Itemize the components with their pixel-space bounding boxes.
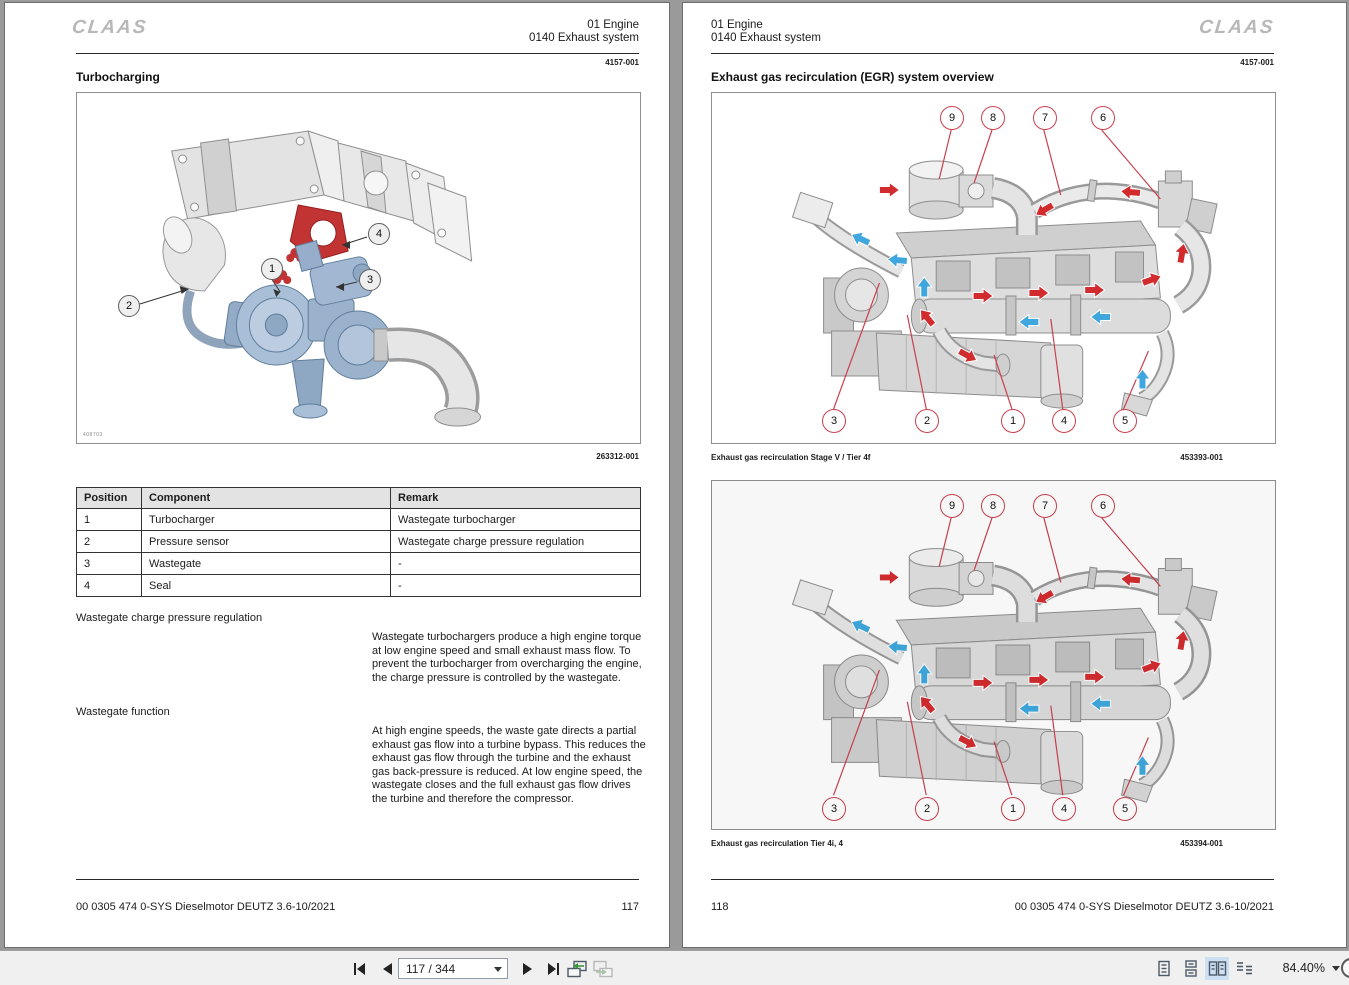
callout-9: 9 bbox=[940, 494, 964, 518]
egr-diagram bbox=[712, 481, 1275, 829]
footer-doc-id: 00 0305 474 0-SYS Dieselmotor DEUTZ 3.6-10/2021 bbox=[76, 901, 336, 913]
page-number-combobox[interactable] bbox=[398, 958, 508, 979]
facing-view-icon bbox=[1208, 960, 1227, 977]
page-title: Turbocharging bbox=[76, 70, 160, 84]
turbocharger-figure bbox=[76, 92, 641, 444]
first-page-button[interactable] bbox=[347, 957, 371, 980]
table-row: 1 Turbocharger Wastegate turbocharger bbox=[77, 509, 641, 531]
previous-page-button[interactable] bbox=[375, 957, 399, 980]
page-number-input[interactable] bbox=[399, 959, 491, 978]
zoom-out-button[interactable] bbox=[1341, 958, 1349, 978]
callout-3: 3 bbox=[822, 409, 846, 433]
single-page-view-button[interactable] bbox=[1152, 957, 1176, 980]
col-position: Position bbox=[77, 488, 142, 509]
callout-1: 1 bbox=[1001, 797, 1025, 821]
page-header bbox=[711, 19, 821, 45]
facing-continuous-view-icon bbox=[1235, 960, 1254, 977]
doc-code: 4157-001 bbox=[1240, 58, 1274, 67]
callout-4: 4 bbox=[1052, 797, 1076, 821]
last-page-button[interactable] bbox=[541, 957, 565, 980]
previous-view-icon bbox=[566, 960, 588, 978]
footer-page-number: 118 bbox=[711, 901, 729, 913]
footer-rule bbox=[76, 879, 639, 880]
last-page-icon bbox=[546, 962, 561, 976]
figure-caption: Exhaust gas recirculation Stage V / Tier 4f bbox=[711, 453, 871, 462]
doc-code: 4157-001 bbox=[605, 58, 639, 67]
footer-page-number: 117 bbox=[621, 901, 639, 913]
next-view-icon bbox=[592, 960, 614, 978]
egr-figure-stage-v bbox=[711, 92, 1276, 444]
egr-figure-tier-4i bbox=[711, 480, 1276, 830]
page-header bbox=[529, 19, 639, 45]
figure-internal-code: 408703 bbox=[83, 432, 103, 438]
col-remark: Remark bbox=[391, 488, 641, 509]
table-row: 3 Wastegate - bbox=[77, 553, 641, 575]
footer-rule bbox=[711, 879, 1274, 880]
table-header-row bbox=[77, 488, 641, 509]
section-label: Wastegate function bbox=[76, 706, 170, 718]
next-page-button[interactable] bbox=[516, 957, 540, 980]
previous-page-icon bbox=[381, 962, 393, 976]
header-subsection: 0140 Exhaust system bbox=[529, 32, 639, 44]
facing-view-button[interactable] bbox=[1205, 957, 1229, 980]
header-rule bbox=[711, 53, 1274, 54]
continuous-view-icon bbox=[1182, 960, 1200, 977]
zoom-level-value[interactable]: 84.40% bbox=[1282, 961, 1325, 975]
zoom-dropdown-chevron-icon[interactable] bbox=[1332, 966, 1340, 971]
viewer-toolbar bbox=[0, 950, 1349, 985]
components-table bbox=[76, 487, 641, 597]
callout-3: 3 bbox=[822, 797, 846, 821]
facing-continuous-view-button[interactable] bbox=[1232, 957, 1256, 980]
turbocharger-diagram bbox=[77, 93, 640, 443]
figure-ref: 453394-001 bbox=[1180, 839, 1223, 848]
claas-logo: CLAAS bbox=[1197, 17, 1276, 38]
callout-4: 4 bbox=[1052, 409, 1076, 433]
callout-9: 9 bbox=[940, 106, 964, 130]
header-rule bbox=[76, 53, 639, 54]
claas-logo: CLAAS bbox=[70, 17, 149, 38]
figure-ref: 263312-001 bbox=[596, 452, 639, 461]
callout-2: 2 bbox=[915, 409, 939, 433]
table-row: 4 Seal - bbox=[77, 575, 641, 597]
callout-8: 8 bbox=[981, 106, 1005, 130]
previous-view-button[interactable] bbox=[565, 957, 589, 980]
egr-diagram bbox=[712, 93, 1275, 443]
figure-caption: Exhaust gas recirculation Tier 4i, 4 bbox=[711, 839, 843, 848]
col-component: Component bbox=[142, 488, 391, 509]
callout-6: 6 bbox=[1091, 106, 1115, 130]
callout-5: 5 bbox=[1113, 797, 1137, 821]
footer-doc-id: 00 0305 474 0-SYS Dieselmotor DEUTZ 3.6-10/2021 bbox=[1014, 901, 1274, 913]
header-section: 01 Engine bbox=[711, 19, 763, 31]
section-label: Wastegate charge pressure regulation bbox=[76, 612, 263, 624]
continuous-view-button[interactable] bbox=[1179, 957, 1203, 980]
page-title: Exhaust gas recirculation (EGR) system overview bbox=[711, 70, 994, 84]
callout-1: 1 bbox=[1001, 409, 1025, 433]
callout-4: 4 bbox=[368, 223, 390, 245]
section-text: At high engine speeds, the waste gate directs a partial exhaust gas flow into a turbine bypass. This reduces the exhaust gas flow through the turbine and the exhaust gas back-pressure is reduced. At low engine speed, the wastegate closes and the full exhaust gas flow drives the turbine and therefore the compressor. bbox=[372, 725, 646, 805]
callout-7: 7 bbox=[1033, 494, 1057, 518]
callout-7: 7 bbox=[1033, 106, 1057, 130]
left-page bbox=[4, 2, 670, 948]
figure-ref: 453393-001 bbox=[1180, 453, 1223, 462]
callout-1: 1 bbox=[261, 258, 283, 280]
first-page-icon bbox=[352, 962, 367, 976]
right-page bbox=[682, 2, 1347, 948]
callout-2: 2 bbox=[915, 797, 939, 821]
next-page-icon bbox=[522, 962, 534, 976]
callout-5: 5 bbox=[1113, 409, 1137, 433]
callout-3: 3 bbox=[359, 269, 381, 291]
header-section: 01 Engine bbox=[587, 19, 639, 31]
section-text: Wastegate turbochargers produce a high engine torque at low engine speed and small exhaust mass flow. To prevent the turbocharger from overcharging the engine, the charge pressure is controlled by the wastegate. bbox=[372, 631, 642, 684]
next-view-button[interactable] bbox=[591, 957, 615, 980]
single-page-view-icon bbox=[1155, 960, 1173, 977]
callout-6: 6 bbox=[1091, 494, 1115, 518]
callout-2: 2 bbox=[118, 295, 140, 317]
callout-8: 8 bbox=[981, 494, 1005, 518]
chevron-down-icon[interactable] bbox=[494, 967, 502, 972]
table-row: 2 Pressure sensor Wastegate charge pressure regulation bbox=[77, 531, 641, 553]
header-subsection: 0140 Exhaust system bbox=[711, 32, 821, 44]
